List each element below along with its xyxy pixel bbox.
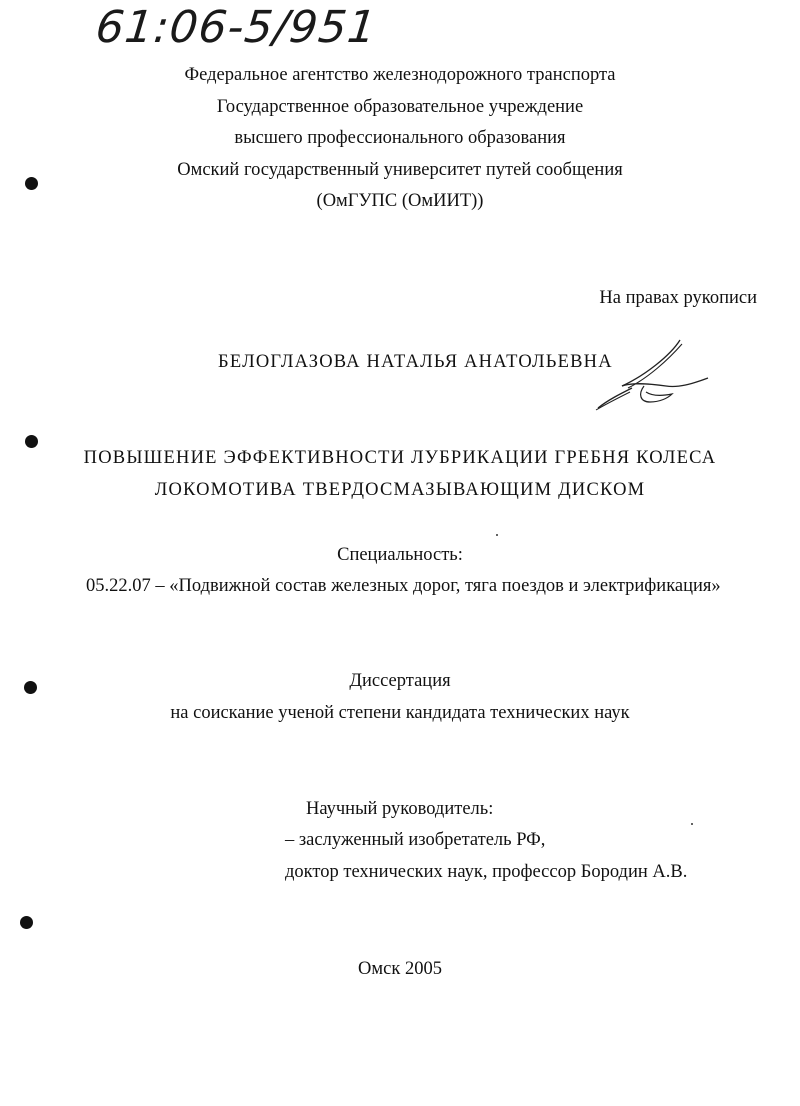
- supervisor-line-1: – заслуженный изобретатель РФ,: [285, 830, 546, 850]
- supervisor-line-2: доктор технических наук, профессор Бородин А.В.: [285, 862, 688, 882]
- scan-speck: [691, 823, 693, 825]
- punch-hole: [25, 435, 38, 448]
- institution-line-4: Омский государственный университет путей сообщения: [177, 160, 623, 180]
- scan-speck: [496, 534, 498, 536]
- supervisor-label: Научный руководитель:: [306, 799, 494, 819]
- author-name: БЕЛОГЛАЗОВА НАТАЛЬЯ АНАТОЛЬЕВНА: [218, 352, 613, 372]
- work-type-line-1: Диссертация: [349, 671, 451, 691]
- punch-hole: [20, 916, 33, 929]
- signature-icon: [592, 336, 714, 412]
- institution-line-3: высшего профессионального образования: [234, 128, 566, 148]
- punch-hole: [25, 177, 38, 190]
- title-line-2: ЛОКОМОТИВА ТВЕРДОСМАЗЫВАЮЩИМ ДИСКОМ: [154, 480, 646, 500]
- specialty-value: 05.22.07 – «Подвижной состав железных дорог, тяга поездов и электрификация»: [86, 576, 721, 596]
- work-type-line-2: на соискание ученой степени кандидата технических наук: [170, 703, 630, 723]
- title-line-1: ПОВЫШЕНИЕ ЭФФЕКТИВНОСТИ ЛУБРИКАЦИИ ГРЕБНЯ КОЛЕСА: [83, 448, 717, 468]
- catalog-number: 61:06-5/951: [93, 2, 380, 53]
- institution-line-1: Федеральное агентство железнодорожного транспорта: [184, 65, 616, 85]
- institution-line-5: (ОмГУПС (ОмИИТ)): [316, 191, 484, 211]
- manuscript-note: На правах рукописи: [599, 288, 757, 308]
- institution-line-2: Государственное образовательное учреждение: [216, 97, 584, 117]
- city-year: Омск 2005: [358, 959, 442, 979]
- punch-hole: [24, 681, 37, 694]
- specialty-label: Специальность:: [337, 545, 463, 565]
